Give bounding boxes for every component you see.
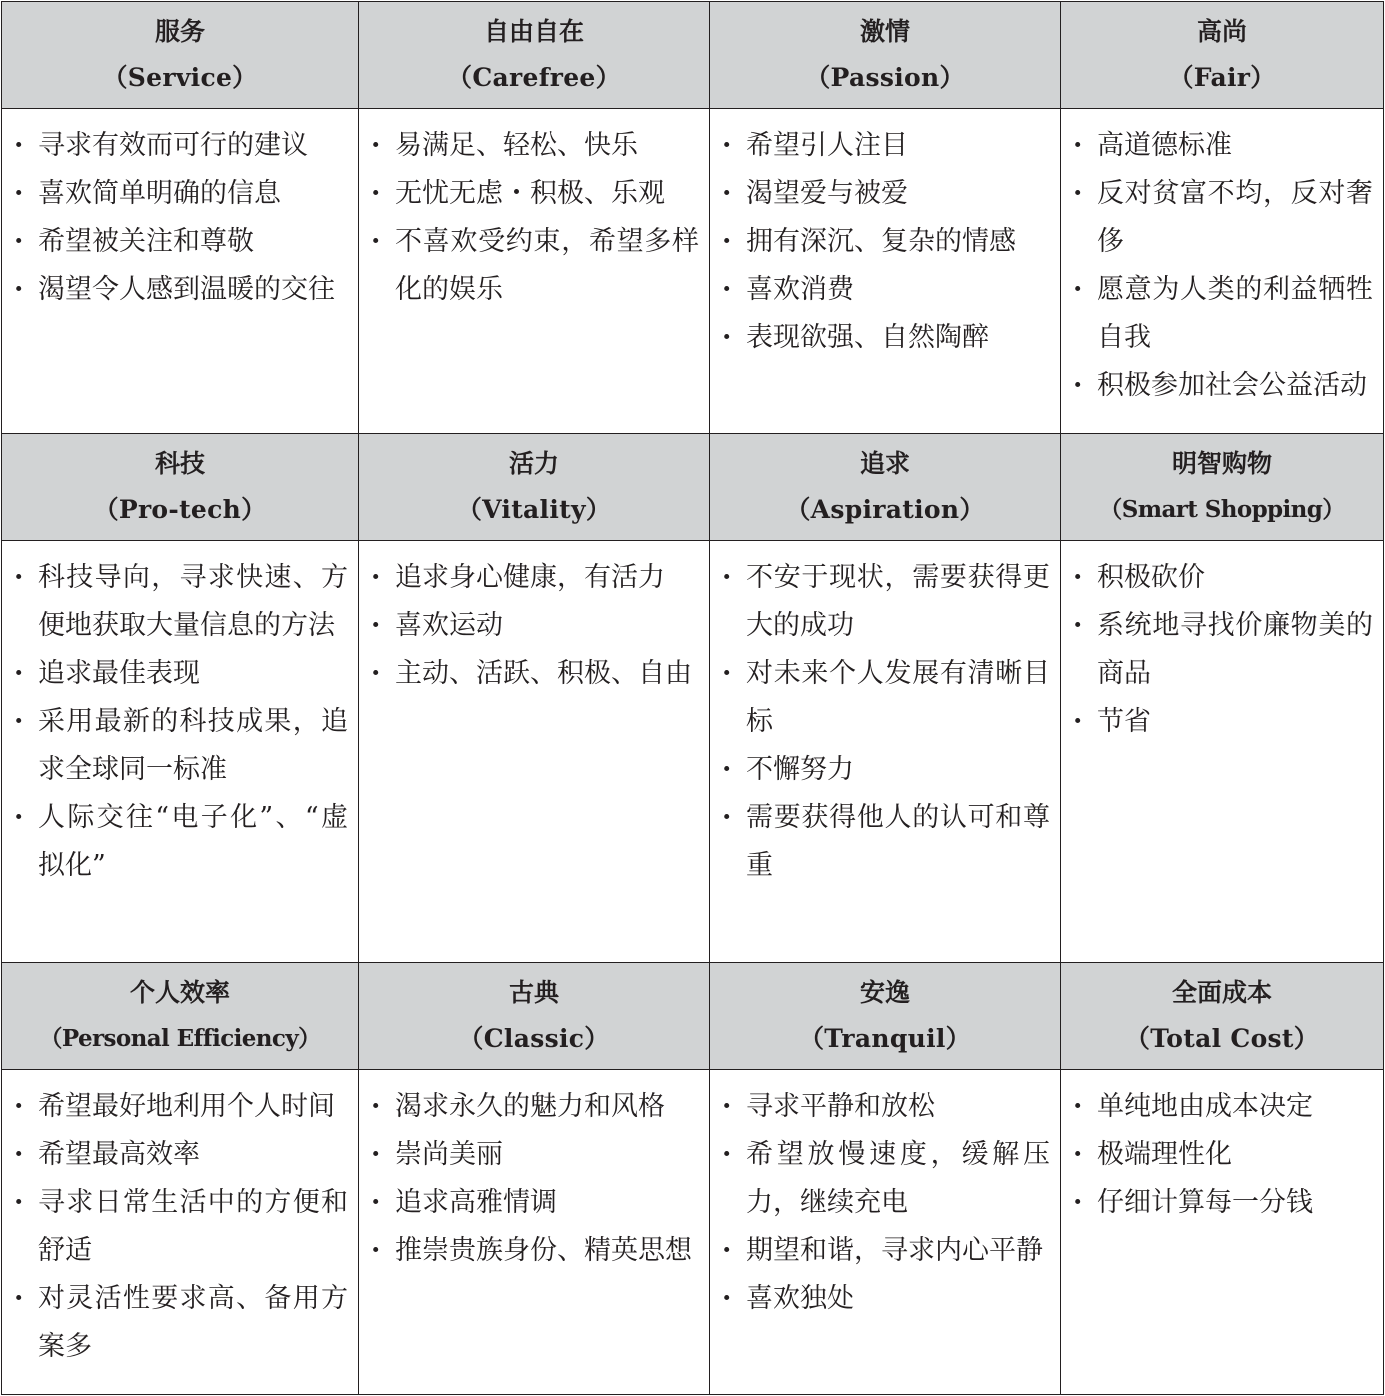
header-cn: 科技 bbox=[154, 449, 205, 478]
trait-item: · 科技导向，寻求快速、方便地获取大量信息的方法 bbox=[14, 554, 348, 650]
header-cn: 服务 bbox=[154, 17, 205, 46]
trait-item: · 需要获得他人的认可和尊重 bbox=[722, 794, 1050, 890]
header-cn: 活力 bbox=[508, 449, 559, 478]
header-en: （Pro-tech） bbox=[93, 495, 267, 524]
trait-item: · 追求身心健康，有活力 bbox=[371, 554, 699, 602]
header-cn: 安逸 bbox=[859, 978, 910, 1007]
body-cell bbox=[2, 109, 359, 434]
trait-item: · 期望和谐，寻求内心平静 bbox=[722, 1227, 1050, 1275]
trait-item: · 希望放慢速度，缓解压力，继续充电 bbox=[722, 1131, 1050, 1227]
header-cn: 个人效率 bbox=[129, 978, 230, 1007]
header-cell bbox=[2, 2, 359, 109]
trait-item: · 不喜欢受约束，希望多样化的娱乐 bbox=[371, 218, 699, 314]
body-cell bbox=[359, 109, 710, 434]
header-cell bbox=[1061, 2, 1384, 109]
trait-list bbox=[371, 122, 699, 314]
header-en: （Aspiration） bbox=[785, 495, 985, 524]
trait-item: · 积极参加社会公益活动 bbox=[1073, 362, 1373, 410]
header-cell bbox=[359, 2, 710, 109]
trait-item: · 追求最佳表现 bbox=[14, 650, 348, 698]
header-cn: 古典 bbox=[508, 978, 559, 1007]
trait-item: · 易满足、轻松、快乐 bbox=[371, 122, 699, 170]
trait-item: · 喜欢独处 bbox=[722, 1275, 1050, 1323]
trait-list bbox=[722, 1083, 1050, 1323]
body-cell bbox=[1061, 1070, 1384, 1395]
trait-item: · 渴求永久的魅力和风格 bbox=[371, 1083, 699, 1131]
trait-list bbox=[1073, 1083, 1373, 1227]
header-cell bbox=[359, 434, 710, 541]
trait-item: · 推崇贵族身份、精英思想 bbox=[371, 1227, 699, 1275]
header-cn: 明智购物 bbox=[1171, 449, 1272, 478]
header-en: （Fair） bbox=[1168, 63, 1276, 92]
trait-item: · 单纯地由成本决定 bbox=[1073, 1083, 1373, 1131]
trait-item: · 寻求平静和放松 bbox=[722, 1083, 1050, 1131]
trait-list bbox=[371, 1083, 699, 1275]
header-cn: 追求 bbox=[859, 449, 910, 478]
trait-item: · 对未来个人发展有清晰目标 bbox=[722, 650, 1050, 746]
body-row bbox=[2, 109, 1384, 434]
trait-item: · 积极砍价 bbox=[1073, 554, 1373, 602]
trait-item: · 希望最好地利用个人时间 bbox=[14, 1083, 348, 1131]
trait-item: · 希望最高效率 bbox=[14, 1131, 348, 1179]
header-cell bbox=[1061, 434, 1384, 541]
header-en: （Vitality） bbox=[456, 495, 612, 524]
header-en: （Service） bbox=[102, 63, 258, 92]
trait-item: · 寻求有效而可行的建议 bbox=[14, 122, 348, 170]
values-table bbox=[1, 1, 1384, 1395]
trait-item: · 表现欲强、自然陶醉 bbox=[722, 314, 1050, 362]
body-cell bbox=[359, 541, 710, 963]
trait-list bbox=[1073, 122, 1373, 410]
trait-item: · 寻求日常生活中的方便和舒适 bbox=[14, 1179, 348, 1275]
trait-list bbox=[14, 1083, 348, 1371]
trait-item: · 追求高雅情调 bbox=[371, 1179, 699, 1227]
header-en: （Total Cost） bbox=[1124, 1024, 1320, 1053]
body-cell bbox=[2, 541, 359, 963]
trait-item: · 希望引人注目 bbox=[722, 122, 1050, 170]
header-en: （Carefree） bbox=[447, 63, 621, 92]
body-cell bbox=[710, 1070, 1061, 1395]
trait-item: · 喜欢简单明确的信息 bbox=[14, 170, 348, 218]
trait-list bbox=[371, 554, 699, 698]
trait-item: · 渴望爱与被爱 bbox=[722, 170, 1050, 218]
trait-item: · 渴望令人感到温暖的交往 bbox=[14, 266, 348, 314]
header-cn: 高尚 bbox=[1196, 17, 1247, 46]
header-cn: 自由自在 bbox=[483, 17, 584, 46]
trait-item: · 高道德标准 bbox=[1073, 122, 1373, 170]
body-cell bbox=[2, 1070, 359, 1395]
trait-item: · 愿意为人类的利益牺牲自我 bbox=[1073, 266, 1373, 362]
header-cn: 全面成本 bbox=[1171, 978, 1272, 1007]
trait-item: · 崇尚美丽 bbox=[371, 1131, 699, 1179]
trait-list bbox=[722, 554, 1050, 890]
trait-item: · 节省 bbox=[1073, 698, 1373, 746]
trait-item: · 无忧无虑・积极、乐观 bbox=[371, 170, 699, 218]
trait-item: · 希望被关注和尊敬 bbox=[14, 218, 348, 266]
header-row bbox=[2, 434, 1384, 541]
trait-item: · 仔细计算每一分钱 bbox=[1073, 1179, 1373, 1227]
trait-item: · 系统地寻找价廉物美的商品 bbox=[1073, 602, 1373, 698]
body-cell bbox=[359, 1070, 710, 1395]
body-cell bbox=[710, 109, 1061, 434]
body-cell bbox=[1061, 541, 1384, 963]
trait-item: · 人际交往“电子化”、“虚拟化” bbox=[14, 794, 348, 890]
header-en: （Smart Shopping） bbox=[1099, 496, 1345, 523]
header-cell bbox=[710, 963, 1061, 1070]
header-cn: 激情 bbox=[859, 17, 910, 46]
header-cell bbox=[2, 434, 359, 541]
header-cell bbox=[710, 2, 1061, 109]
trait-item: · 主动、活跃、积极、自由 bbox=[371, 650, 699, 698]
header-en: （Passion） bbox=[805, 63, 965, 92]
trait-list bbox=[722, 122, 1050, 362]
trait-item: · 反对贫富不均，反对奢侈 bbox=[1073, 170, 1373, 266]
trait-item: · 不安于现状，需要获得更大的成功 bbox=[722, 554, 1050, 650]
header-en: （Tranquil） bbox=[799, 1024, 971, 1053]
trait-item: · 不懈努力 bbox=[722, 746, 1050, 794]
body-cell bbox=[710, 541, 1061, 963]
body-row bbox=[2, 1070, 1384, 1395]
trait-item: · 极端理性化 bbox=[1073, 1131, 1373, 1179]
trait-item: · 对灵活性要求高、备用方案多 bbox=[14, 1275, 348, 1371]
header-en: （Personal Efficiency） bbox=[39, 1025, 321, 1052]
header-row bbox=[2, 2, 1384, 109]
trait-list bbox=[1073, 554, 1373, 746]
header-cell bbox=[1061, 963, 1384, 1070]
body-cell bbox=[1061, 109, 1384, 434]
header-cell bbox=[2, 963, 359, 1070]
header-row bbox=[2, 963, 1384, 1070]
header-cell bbox=[359, 963, 710, 1070]
header-cell bbox=[710, 434, 1061, 541]
header-en: （Classic） bbox=[458, 1024, 610, 1053]
trait-item: · 拥有深沉、复杂的情感 bbox=[722, 218, 1050, 266]
trait-item: · 喜欢消费 bbox=[722, 266, 1050, 314]
body-row bbox=[2, 541, 1384, 963]
trait-item: · 喜欢运动 bbox=[371, 602, 699, 650]
trait-list bbox=[14, 554, 348, 890]
trait-item: · 采用最新的科技成果，追求全球同一标准 bbox=[14, 698, 348, 794]
trait-list bbox=[14, 122, 348, 314]
